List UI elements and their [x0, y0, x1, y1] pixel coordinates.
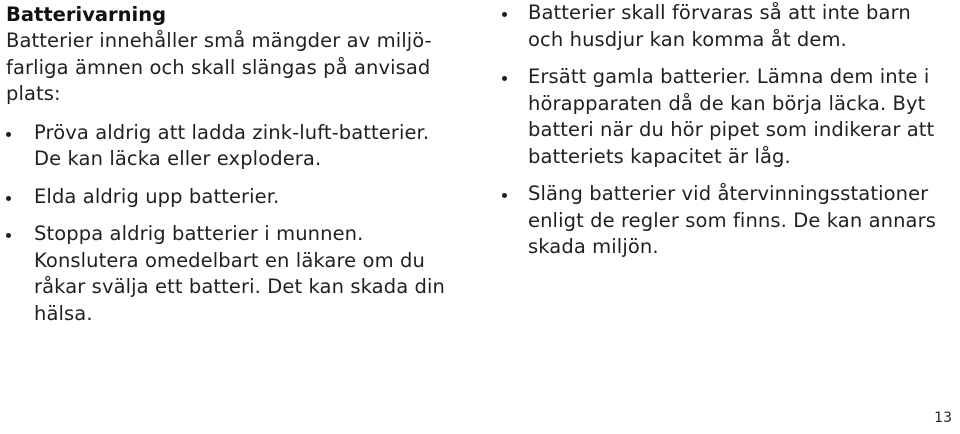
bullet-line: hörapparaten då de kan börja läcka. Byt	[528, 91, 926, 115]
intro-line: farliga ämnen och skall slängas på anvisad	[6, 55, 431, 79]
right-bullet-list	[500, 0, 958, 261]
bullet-line: De kan läcka eller explodera.	[34, 147, 322, 170]
page-number: 13	[934, 410, 952, 426]
bullet-dot-icon	[502, 193, 507, 198]
right-column	[500, 0, 958, 272]
bullet-item	[6, 120, 468, 173]
left-column	[6, 0, 468, 338]
intro-line: Batterier innehåller små mängder av miljö-	[6, 29, 432, 52]
bullet-line: Släng batterier vid återvinningsstationer	[528, 182, 929, 205]
intro-paragraph	[6, 28, 468, 108]
bullet-dot-icon	[502, 76, 507, 81]
bullet-line: skada miljön.	[528, 235, 659, 258]
bullet-line: råkar svälja ett batteri. Det kan skada din	[34, 275, 446, 298]
bullet-item	[6, 221, 468, 327]
bullet-line: Konslutera omedelbart en läkare om du	[34, 248, 425, 272]
intro-line: plats:	[6, 82, 61, 105]
bullet-line: batteriets kapacitet är låg.	[528, 144, 791, 168]
bullet-item	[500, 0, 958, 53]
bullet-dot-icon	[502, 12, 507, 17]
bullet-item	[500, 64, 958, 170]
bullet-line: Stoppa aldrig batterier i munnen.	[34, 222, 364, 245]
bullet-line: Pröva aldrig att ladda zink-luft-batterier.	[34, 120, 430, 144]
bullet-dot-icon	[6, 233, 11, 238]
section-heading: Batterivarning	[6, 3, 167, 26]
bullet-line: och husdjur kan komma åt dem.	[528, 27, 847, 51]
bullet-line: Batterier skall förvaras så att inte barn	[528, 1, 911, 24]
bullet-item	[500, 181, 958, 261]
bullet-line: batteri när du hör pipet som indikerar att	[528, 118, 935, 141]
bullet-dot-icon	[6, 132, 11, 137]
bullet-line: enligt de regler som finns. De kan annars	[528, 208, 936, 232]
left-bullet-list	[6, 120, 468, 328]
bullet-line: Elda aldrig upp batterier.	[34, 184, 280, 208]
bullet-line: Ersätt gamla batterier. Lämna dem inte i	[528, 65, 930, 88]
bullet-dot-icon	[6, 196, 11, 201]
bullet-line: hälsa.	[34, 301, 93, 325]
bullet-item	[6, 184, 468, 211]
